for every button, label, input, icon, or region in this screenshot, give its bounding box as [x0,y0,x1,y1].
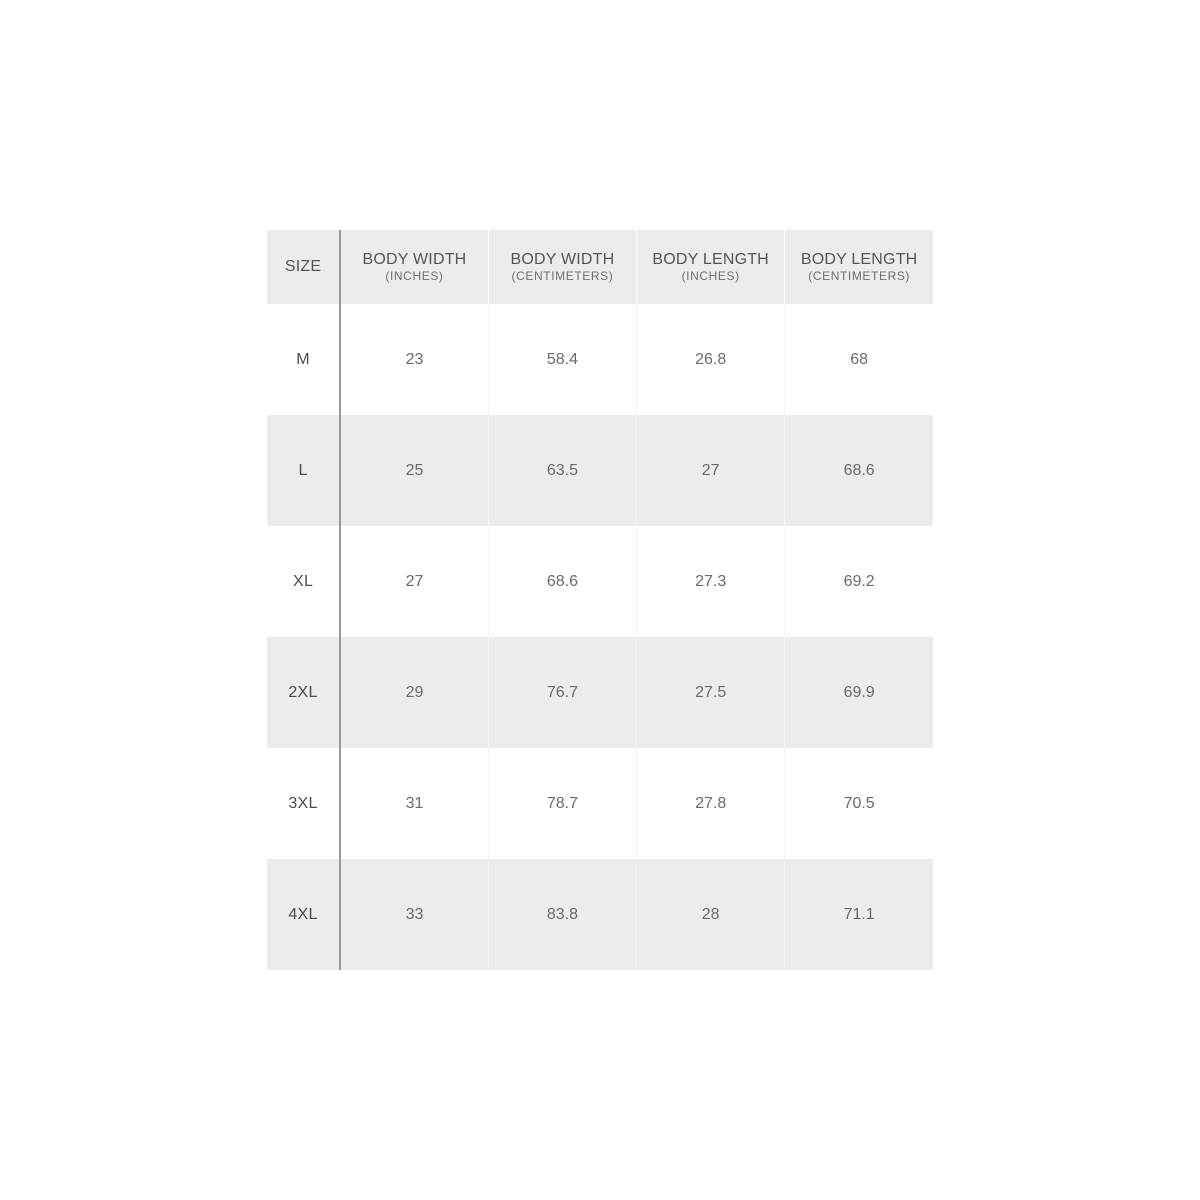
body-width-cm-cell: 78.7 [488,748,636,859]
size-chart-table [267,230,933,970]
header-body-length-cm [785,230,933,304]
size-cell: 3XL [267,748,340,859]
header-body-width-cm-unit: (CENTIMETERS) [511,269,614,283]
size-chart-body [267,304,933,970]
body-width-inches-cell: 31 [340,748,488,859]
header-body-length-inches [637,230,785,304]
body-width-inches-cell: 23 [340,304,488,415]
body-length-inches-cell: 28 [637,859,785,970]
body-width-cm-cell: 58.4 [488,304,636,415]
size-cell: L [267,415,340,526]
header-body-width-cm-label: BODY WIDTH [510,251,615,268]
size-cell: 4XL [267,859,340,970]
size-chart-header [267,230,933,304]
size-cell: M [267,304,340,415]
table-row [267,859,933,970]
body-length-cm-cell: 71.1 [785,859,933,970]
header-row [267,230,933,304]
body-length-inches-cell: 27.5 [637,637,785,748]
body-length-inches-cell: 26.8 [637,304,785,415]
header-size-label: SIZE [284,258,322,275]
table-row [267,415,933,526]
body-width-cm-cell: 83.8 [488,859,636,970]
body-width-inches-cell: 27 [340,526,488,637]
header-body-width-inches-label: BODY WIDTH [362,251,467,268]
body-width-cm-cell: 63.5 [488,415,636,526]
body-width-inches-cell: 33 [340,859,488,970]
table-row [267,748,933,859]
table-row [267,637,933,748]
header-size [267,230,340,304]
body-length-cm-cell: 68.6 [785,415,933,526]
table-row [267,304,933,415]
header-body-length-inches-unit: (INCHES) [681,269,740,283]
body-length-cm-cell: 69.9 [785,637,933,748]
body-length-inches-cell: 27.8 [637,748,785,859]
header-body-length-cm-unit: (CENTIMETERS) [808,269,911,283]
table-row [267,526,933,637]
body-length-cm-cell: 70.5 [785,748,933,859]
body-width-inches-cell: 29 [340,637,488,748]
body-length-cm-cell: 69.2 [785,526,933,637]
body-length-cm-cell: 68 [785,304,933,415]
body-length-inches-cell: 27 [637,415,785,526]
size-cell: XL [267,526,340,637]
header-body-width-inches-unit: (INCHES) [385,269,444,283]
body-width-cm-cell: 76.7 [488,637,636,748]
body-length-inches-cell: 27.3 [637,526,785,637]
header-body-width-inches [340,230,488,304]
header-body-width-cm [488,230,636,304]
header-body-length-inches-label: BODY LENGTH [652,251,769,268]
size-cell: 2XL [267,637,340,748]
body-width-inches-cell: 25 [340,415,488,526]
body-width-cm-cell: 68.6 [488,526,636,637]
header-body-length-cm-label: BODY LENGTH [800,251,918,268]
